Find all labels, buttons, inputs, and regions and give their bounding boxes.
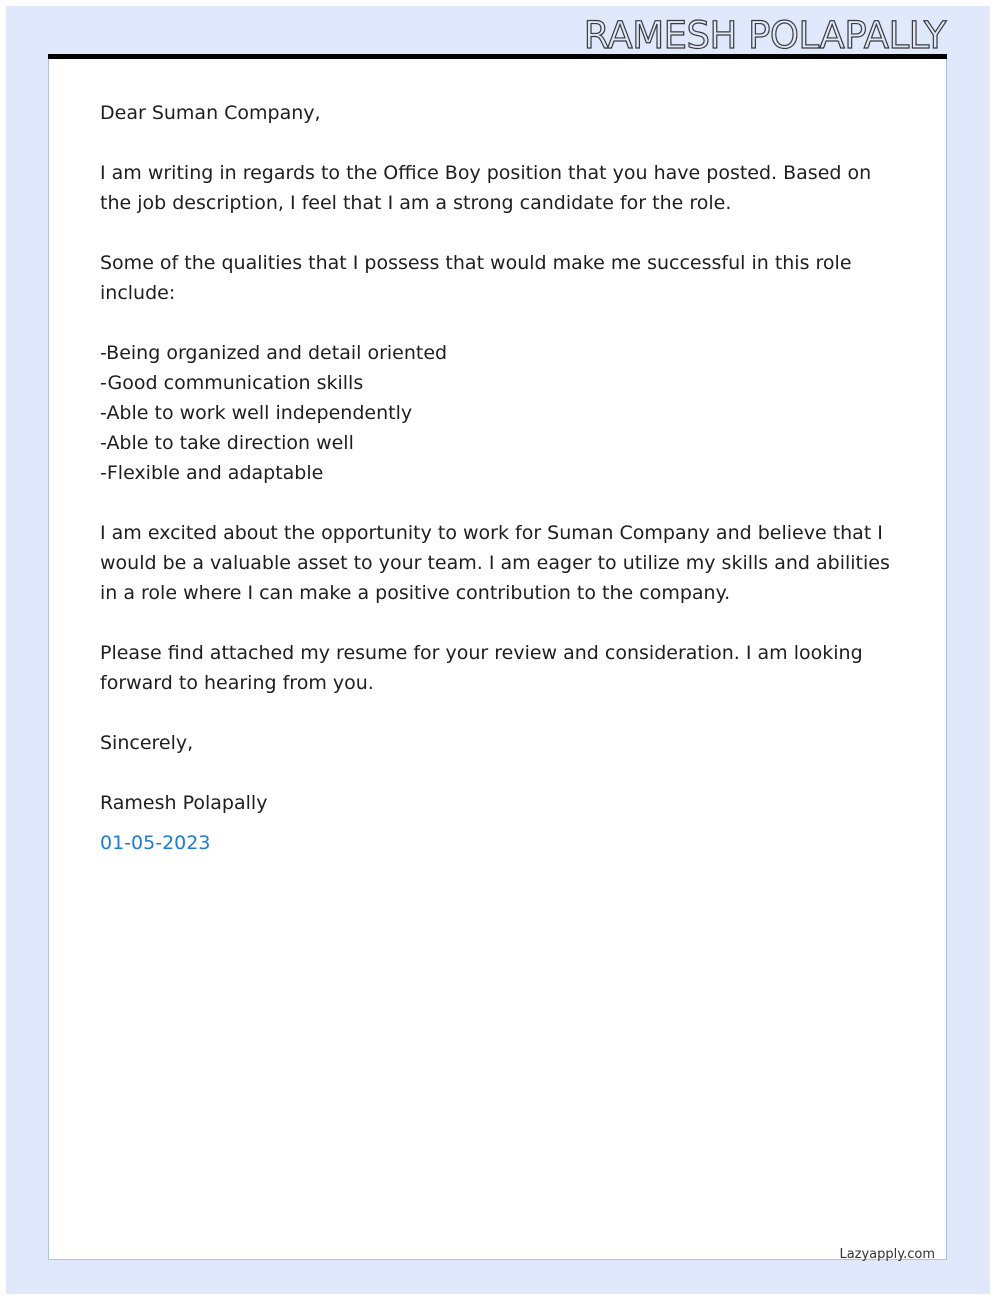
quality-item: -Able to work well independently: [100, 402, 413, 424]
signature: Ramesh Polapally: [100, 792, 268, 814]
paragraph-attachment: Please find attached my resume for your review and consideration. I am looking forward to hearing from you.: [100, 642, 863, 694]
quality-item: -Flexible and adaptable: [100, 462, 324, 484]
cover-letter-body: [100, 98, 900, 858]
salutation: Dear Suman Company,: [100, 102, 321, 124]
quality-item: -Able to take direction well: [100, 432, 354, 454]
quality-item: -Good communication skills: [100, 372, 364, 394]
paragraph-intro: I am writing in regards to the Office Boy position that you have posted. Based on the job description, I feel that I am a strong candidate for the role.: [100, 162, 872, 214]
quality-item: -Being organized and detail oriented: [100, 342, 448, 364]
paragraph-qualities-intro: Some of the qualities that I possess that would make me successful in this role include:: [100, 252, 852, 304]
watermark: Lazyapply.com: [839, 1247, 935, 1262]
paragraph-interest: I am excited about the opportunity to work for Suman Company and believe that I would be a valuable asset to your team. I am eager to utilize my skills and abilities in a role where I can make a positive contribution to the company.: [100, 522, 890, 604]
letter-date: 01-05-2023: [100, 832, 211, 854]
qualities-list: [100, 338, 900, 488]
header-name: RAMESH POLAPALLY: [583, 14, 946, 57]
closing: Sincerely,: [100, 732, 194, 754]
